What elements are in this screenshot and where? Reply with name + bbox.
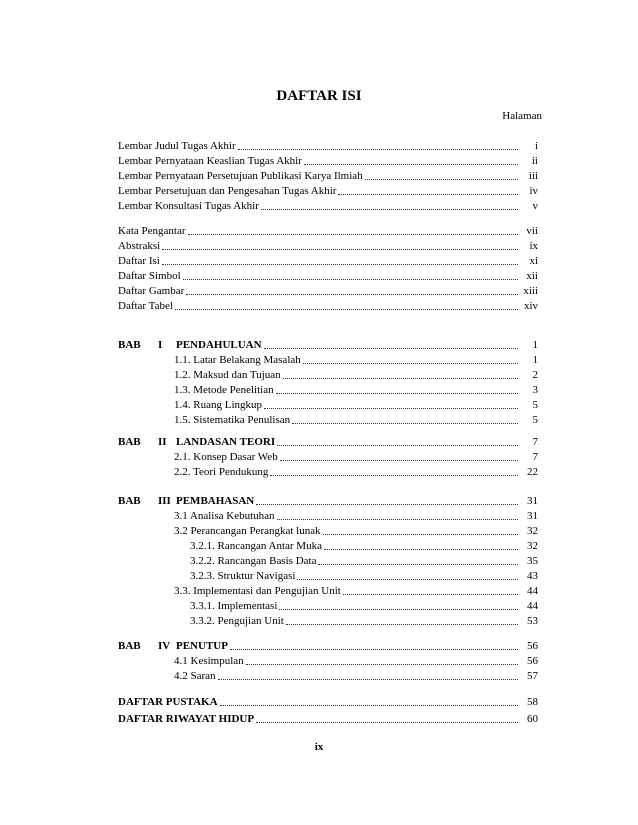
entry-title: 3.3.1. Implementasi <box>190 600 278 612</box>
section-row <box>118 412 538 427</box>
dot-leader <box>343 593 518 595</box>
entry-title: 2.1. Konsep Dasar Web <box>174 451 278 463</box>
chapter-row <box>118 638 538 653</box>
entry-title: 1.4. Ruang Lingkup <box>174 399 262 411</box>
section-row <box>118 583 538 598</box>
section-row <box>118 568 538 583</box>
page-ref: 56 <box>527 655 538 667</box>
dot-leader <box>270 474 518 476</box>
page-ref: i <box>534 140 538 152</box>
dot-leader <box>365 178 518 180</box>
front-matter-row <box>118 138 538 153</box>
chapter-label: BAB <box>118 436 141 448</box>
dot-leader <box>261 208 518 210</box>
page-ref: 2 <box>532 369 538 381</box>
dot-leader <box>186 293 518 295</box>
entry-title: Kata Pengantar <box>118 225 186 237</box>
prelim-row <box>118 283 538 298</box>
page-ref: 32 <box>527 525 538 537</box>
entry-title: Abstraksi <box>118 240 161 252</box>
entry-title: Lembar Pernyataan Persetujuan Publikasi Karya Ilmiah <box>118 170 363 182</box>
section-row <box>118 367 538 382</box>
entry-title: Lembar Judul Tugas Akhir <box>118 140 236 152</box>
entry-title: 4.1 Kesimpulan <box>174 655 244 667</box>
chapter-label: BAB <box>118 339 141 351</box>
page-ref: 3 <box>532 384 538 396</box>
entry-title: 3.2 Perancangan Perangkat lunak <box>174 525 321 537</box>
chapter-number: I <box>158 339 163 351</box>
entry-title: 3.2.2. Rancangan Basis Data <box>190 555 317 567</box>
section-row <box>118 397 538 412</box>
page-ref: 56 <box>527 640 538 652</box>
chapter-number: II <box>158 436 167 448</box>
dot-leader <box>324 548 518 550</box>
page-ref: 60 <box>527 713 538 725</box>
dot-leader <box>218 678 518 680</box>
dot-leader <box>264 347 518 349</box>
dot-leader <box>256 503 518 505</box>
page-ref: 7 <box>532 451 538 463</box>
dot-leader <box>220 704 518 706</box>
entry-title: Daftar Isi <box>118 255 160 267</box>
page-ref: 1 <box>532 339 538 351</box>
page-ref: 5 <box>532 414 538 426</box>
entry-title: 2.2. Teori Pendukung <box>174 466 269 478</box>
section-row <box>118 382 538 397</box>
front-matter-row <box>118 183 538 198</box>
entry-title: PEMBAHASAN <box>176 495 255 507</box>
section-row <box>118 653 538 668</box>
entry-title: Daftar Gambar <box>118 285 185 297</box>
entry-title: Daftar Tabel <box>118 300 173 312</box>
section-row <box>118 538 538 553</box>
page-ref: 32 <box>527 540 538 552</box>
page-ref: vii <box>526 225 538 237</box>
page-ref: 44 <box>527 600 538 612</box>
entry-title: 3.2.1. Rancangan Antar Muka <box>190 540 322 552</box>
entry-title: 3.3.2. Pengujian Unit <box>190 615 284 627</box>
chapter-number: IV <box>158 640 171 652</box>
section-row <box>118 613 538 628</box>
page-ref: 43 <box>527 570 538 582</box>
entry-title: PENDAHULUAN <box>176 339 262 351</box>
prelim-row <box>118 298 538 313</box>
page-ref: 7 <box>532 436 538 448</box>
dot-leader <box>264 407 518 409</box>
page-number: ix <box>314 741 324 753</box>
dot-leader <box>304 163 518 165</box>
entry-title: LANDASAN TEORI <box>176 436 276 448</box>
page-ref: 5 <box>532 399 538 411</box>
back-matter-row <box>118 711 538 726</box>
prelim-row <box>118 223 538 238</box>
dot-leader <box>286 623 518 625</box>
entry-title: 1.2. Maksud dan Tujuan <box>174 369 281 381</box>
prelim-row <box>118 268 538 283</box>
chapter-row <box>118 337 538 352</box>
section-row <box>118 508 538 523</box>
page-ref: xiv <box>523 300 538 312</box>
chapter-number: III <box>158 495 171 507</box>
section-row <box>118 449 538 464</box>
dot-leader <box>256 721 518 723</box>
entry-title: 1.1. Latar Belakang Masalah <box>174 354 301 366</box>
page-column-header: Halaman <box>502 110 542 122</box>
dot-leader <box>283 377 518 379</box>
section-row <box>118 598 538 613</box>
entry-title: 3.1 Analisa Kebutuhan <box>174 510 275 522</box>
page-ref: 1 <box>532 354 538 366</box>
front-matter-row <box>118 168 538 183</box>
entry-title: Daftar Simbol <box>118 270 181 282</box>
entry-title: 1.3. Metode Penelitian <box>174 384 274 396</box>
section-row <box>118 668 538 683</box>
prelim-row <box>118 238 538 253</box>
entry-title: 4.2 Saran <box>174 670 216 682</box>
page-title: DAFTAR ISI <box>276 88 362 104</box>
prelim-row <box>118 253 538 268</box>
page-ref: 44 <box>527 585 538 597</box>
dot-leader <box>292 422 518 424</box>
entry-title: 3.2.3. Struktur Navigasi <box>190 570 296 582</box>
dot-leader <box>246 663 518 665</box>
page-ref: 35 <box>527 555 538 567</box>
chapter-row <box>118 434 538 449</box>
entry-title: Lembar Persetujuan dan Pengesahan Tugas Akhir <box>118 185 337 197</box>
entry-title: PENUTUP <box>176 640 228 652</box>
page-ref: v <box>532 200 538 212</box>
section-row <box>118 553 538 568</box>
dot-leader <box>279 608 518 610</box>
entry-title: 3.3. Implementasi dan Pengujian Unit <box>174 585 341 597</box>
page-ref: 58 <box>527 696 538 708</box>
dot-leader <box>277 518 518 520</box>
page-ref: iv <box>529 185 538 197</box>
section-row <box>118 464 538 479</box>
dot-leader <box>188 233 519 235</box>
dot-leader <box>238 148 518 150</box>
page-ref: ix <box>529 240 538 252</box>
dot-leader <box>318 563 518 565</box>
chapter-label: BAB <box>118 495 141 507</box>
page-ref: xiii <box>523 285 538 297</box>
dot-leader <box>323 533 518 535</box>
dot-leader <box>230 648 518 650</box>
chapter-label: BAB <box>118 640 141 652</box>
dot-leader <box>276 392 518 394</box>
page-ref: 22 <box>527 466 538 478</box>
entry-title: DAFTAR PUSTAKA <box>118 696 218 708</box>
dot-leader <box>162 248 518 250</box>
page-ref: xi <box>529 255 538 267</box>
page-ref: xii <box>526 270 538 282</box>
dot-leader <box>280 459 518 461</box>
page-ref: 31 <box>527 510 538 522</box>
page-ref: 57 <box>527 670 538 682</box>
dot-leader <box>338 193 518 195</box>
page-ref: ii <box>531 155 538 167</box>
dot-leader <box>303 362 518 364</box>
page-ref: 31 <box>527 495 538 507</box>
page-ref: iii <box>528 170 538 182</box>
dot-leader <box>175 308 518 310</box>
page-ref: 53 <box>527 615 538 627</box>
back-matter-row <box>118 694 538 709</box>
entry-title: DAFTAR RIWAYAT HIDUP <box>118 713 255 725</box>
entry-title: Lembar Pernyataan Keaslian Tugas Akhir <box>118 155 302 167</box>
dot-leader <box>297 578 518 580</box>
section-row <box>118 523 538 538</box>
entry-title: 1.5. Sistematika Penulisan <box>174 414 291 426</box>
dot-leader <box>277 444 518 446</box>
dot-leader <box>162 263 518 265</box>
front-matter-row <box>118 198 538 213</box>
front-matter-row <box>118 153 538 168</box>
chapter-row <box>118 493 538 508</box>
section-row <box>118 352 538 367</box>
dot-leader <box>183 278 518 280</box>
entry-title: Lembar Konsultasi Tugas Akhir <box>118 200 259 212</box>
